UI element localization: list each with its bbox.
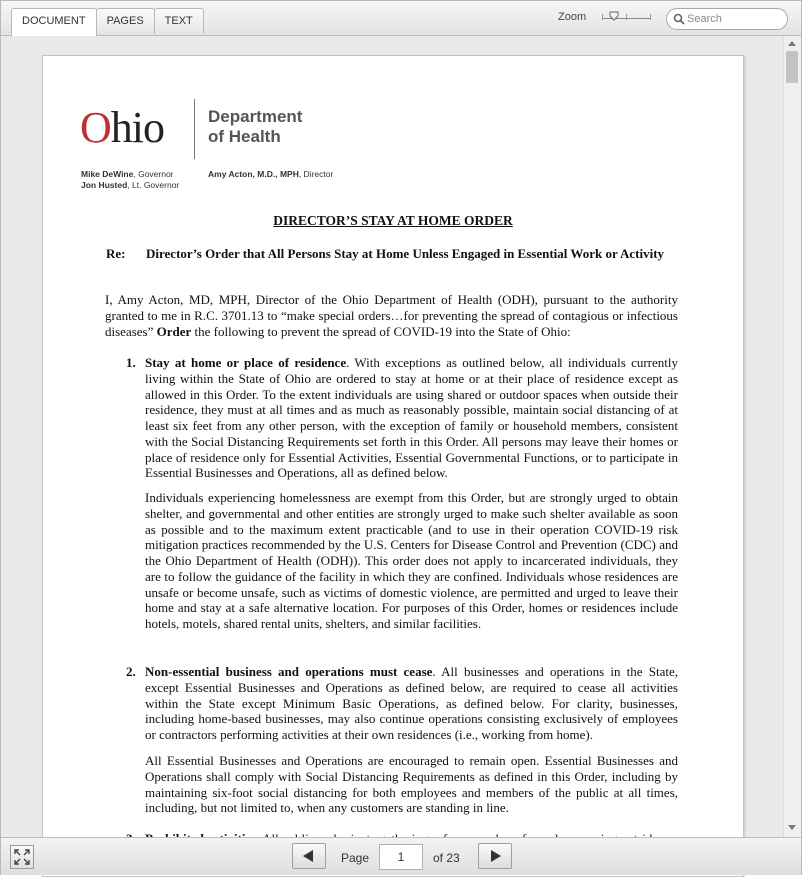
item-1-paragraph: Stay at home or place of residence. With exceptions as outlined below, all individuals currently living within the State of Ohio are ordered to stay at home or at their place of residence except as allowed in this Order. To the extent individuals are using shared or outdoor spaces when outside their residence, they must at all times and as much as reasonably possible, maintain social distancing of at least six feet from any other person, with the exception of family or household members, consistent with the Social Distancing Requirements set forth in this Order. All persons may leave their homes or place of residence only for Essential Activities, Essential Governmental Functions, or to participate in Essential Businesses and Operations, all as defined below. <box>145 355 678 481</box>
view-tabs <box>11 8 203 35</box>
page-number-input[interactable] <box>379 844 423 870</box>
vertical-scrollbar[interactable] <box>783 36 801 837</box>
governor-credits: Mike DeWine, Governor Jon Husted, Lt. Governor <box>81 169 180 190</box>
previous-page-button[interactable] <box>292 843 326 869</box>
search-box[interactable] <box>666 8 788 30</box>
zoom-tick <box>650 14 651 20</box>
document-page <box>42 55 744 877</box>
tab-document[interactable]: DOCUMENT <box>11 8 97 36</box>
scroll-down-arrow-icon[interactable] <box>788 825 796 830</box>
scroll-up-arrow-icon[interactable] <box>788 41 796 46</box>
department-name: Department of Health <box>208 107 303 146</box>
zoom-tick <box>602 14 603 20</box>
fullscreen-button[interactable] <box>10 845 34 869</box>
re-line: Re: Director’s Order that All Persons Stay at Home Unless Engaged in Essential Work or Activity <box>106 246 665 261</box>
arrow-right-icon <box>491 850 501 862</box>
toolbar <box>1 1 801 36</box>
page-label: Page <box>341 851 370 865</box>
search-input[interactable] <box>687 11 779 26</box>
item-number: 2. <box>126 664 136 679</box>
document-title: DIRECTOR’S STAY AT HOME ORDER <box>273 213 513 228</box>
scroll-thumb[interactable] <box>786 51 798 83</box>
item-2-paragraph: Non-essential business and operations must cease. All businesses and operations in the State, except Essential Businesses and Operations as defined below, are required to cease all activities within the State except Minimum Basic Operations, as defined below. For clarity, businesses, including home-based businesses, may also continue operations consisting exclusively of employees or contractors performing activities at their own residences (i.e., working from home). <box>145 664 678 742</box>
item-number: 1. <box>126 355 136 370</box>
zoom-tick <box>626 14 627 20</box>
search-icon <box>673 13 685 25</box>
arrow-left-icon <box>303 850 313 862</box>
item-2-paragraph-2: All Essential Businesses and Operations are encouraged to remain open. Essential Businesses and Operations shall comply with Social Distancing Requirements as defined in this Order, including by maintaining six-foot social distancing for both employees and members of the public at all times, including, but not limited to, when any customers are standing in line. <box>145 753 678 816</box>
document-viewport[interactable] <box>1 36 783 837</box>
director-credit: Amy Acton, M.D., MPH, Director <box>208 169 334 179</box>
next-page-button[interactable] <box>478 843 512 869</box>
intro-paragraph: I, Amy Acton, MD, MPH, Director of the Ohio Department of Health (ODH), pursuant to the authority granted to me in R.C. 3701.13 to “make special orders…for preventing the spread of contagious or infectious diseases” Order the following to prevent the spread of COVID-19 into the State of Ohio: <box>105 292 678 339</box>
tab-text[interactable]: TEXT <box>154 8 204 34</box>
item-1-paragraph-2: Individuals experiencing homelessness are exempt from this Order, but are strongly urged to obtain shelter, and governmental and other entities are strongly urged to make such shelter available as soon as possible and to the maximum extent practicable (and to use in their operation COVID-19 risk mitigation practices recommended by the U.S. Centers for Disease Control and Prevention (CDC) and the Ohio Department of Health (ODH)). This order does not apply to incarcerated individuals, they are to follow the guidance of the facility in which they are confined. Individuals whose residences are unsafe or become unsafe, such as victims of domestic violence, are permitted and urged to leave their home and stay at a safe alternative location. For purposes of this Order, homes or residences include hotels, motels, shared rental units, shelters, and similar facilities. <box>145 490 678 631</box>
logo-divider <box>194 99 195 159</box>
zoom-label: Zoom <box>558 11 587 23</box>
ohio-logo: Ohio <box>80 103 165 152</box>
zoom-slider-handle[interactable] <box>609 11 619 21</box>
tab-pages[interactable]: PAGES <box>96 8 155 34</box>
page-navigation-bar <box>1 837 801 875</box>
expand-icon <box>11 846 33 868</box>
total-pages: of 23 <box>433 851 460 865</box>
